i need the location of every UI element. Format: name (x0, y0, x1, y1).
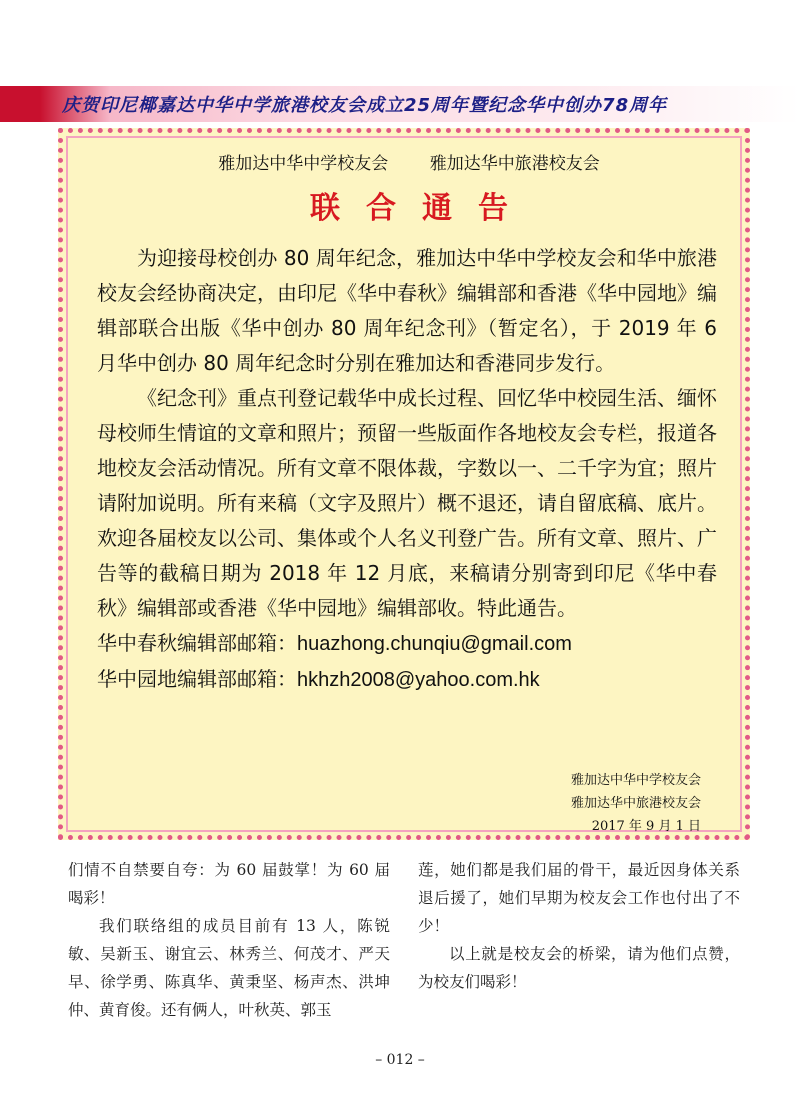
email-label-chunqiu: 华中春秋编辑部邮箱： (97, 631, 297, 655)
page-number: – 012 – (375, 1052, 425, 1068)
notice-paragraph-2: 《纪念刊》重点刊登记载华中成长过程、回忆华中校园生活、缅怀母校师生情谊的文章和照片；预留一些版面作各地校友会专栏，报道各地校友会活动情况。所有文章不限体裁，字数以一、二千字为宜；照片请附加说明。所有来稿（文字及照片）概不退还，请自留底稿、底片。欢迎各届校友以公司、集体或个人名义刊登广告。所有文章、照片、广告等的截稿日期为 2018 年 12 月底，来稿请分别寄到印尼《华中春秋》编辑部或香港《华中园地》编辑部收。特此通告。 (97, 386, 717, 620)
email-address-yuandi[interactable]: hkhzh2008@yahoo.com.hk (297, 669, 540, 691)
notice-organizations (63, 149, 755, 174)
article-right-paragraph-1: 莲，她们都是我们届的骨干，最近因身体关系退后援了，她们早期为校友会工作也付出了不少！ (418, 861, 740, 935)
article-column-left (68, 856, 390, 1024)
article-left-paragraph-2: 我们联络组的成员目前有 13 人，陈锐敏、吴新玉、谢宜云、林秀兰、何茂才、严天早、徐学勇、陈真华、黄秉坚、杨声杰、洪坤仲、黄育俊。还有俩人，叶秋英、郭玉 (68, 917, 390, 1019)
header-banner (0, 86, 800, 122)
article-left-paragraph-1: 们情不自禁要自夸：为 60 届鼓掌！为 60 届喝彩！ (68, 861, 390, 907)
email-line-yuandi (97, 662, 717, 698)
email-address-chunqiu[interactable]: huazhong.chunqiu@gmail.com (297, 633, 572, 655)
org-name-jakarta: 雅加达中华中学校友会 (218, 154, 389, 174)
email-label-yuandi: 华中园地编辑部邮箱： (97, 667, 297, 691)
notice-signature (571, 769, 701, 838)
notice-title: 联合通告 (310, 191, 534, 226)
article-column-right (418, 856, 740, 996)
joint-notice-box (58, 128, 750, 840)
org-name-hongkong: 雅加达华中旅港校友会 (429, 154, 600, 174)
notice-paragraph-1: 为迎接母校创办 80 周年纪念，雅加达中华中学校友会和华中旅港校友会经协商决定，由印尼《华中春秋》编辑部和香港《华中园地》编辑部联合出版《华中创办 80 周年纪念刊》（暂定名），于 2019 年 6 月华中创办 80 周年纪念时分别在雅加达和香港同步发行。 (97, 246, 717, 375)
notice-date: 2017 年 9 月 1 日 (591, 819, 701, 834)
notice-body (97, 241, 717, 698)
banner-title: 庆贺印尼椰嘉达中华中学旅港校友会成立25周年暨纪念华中创办78周年 (62, 95, 668, 116)
signature-org-jakarta: 雅加达中华中学校友会 (570, 773, 701, 788)
signature-org-hongkong: 雅加达华中旅港校友会 (570, 796, 701, 811)
article-right-paragraph-2: 以上就是校友会的桥梁，请为他们点赞，为校友们喝彩！ (418, 945, 740, 991)
email-line-chunqiu (97, 626, 717, 662)
